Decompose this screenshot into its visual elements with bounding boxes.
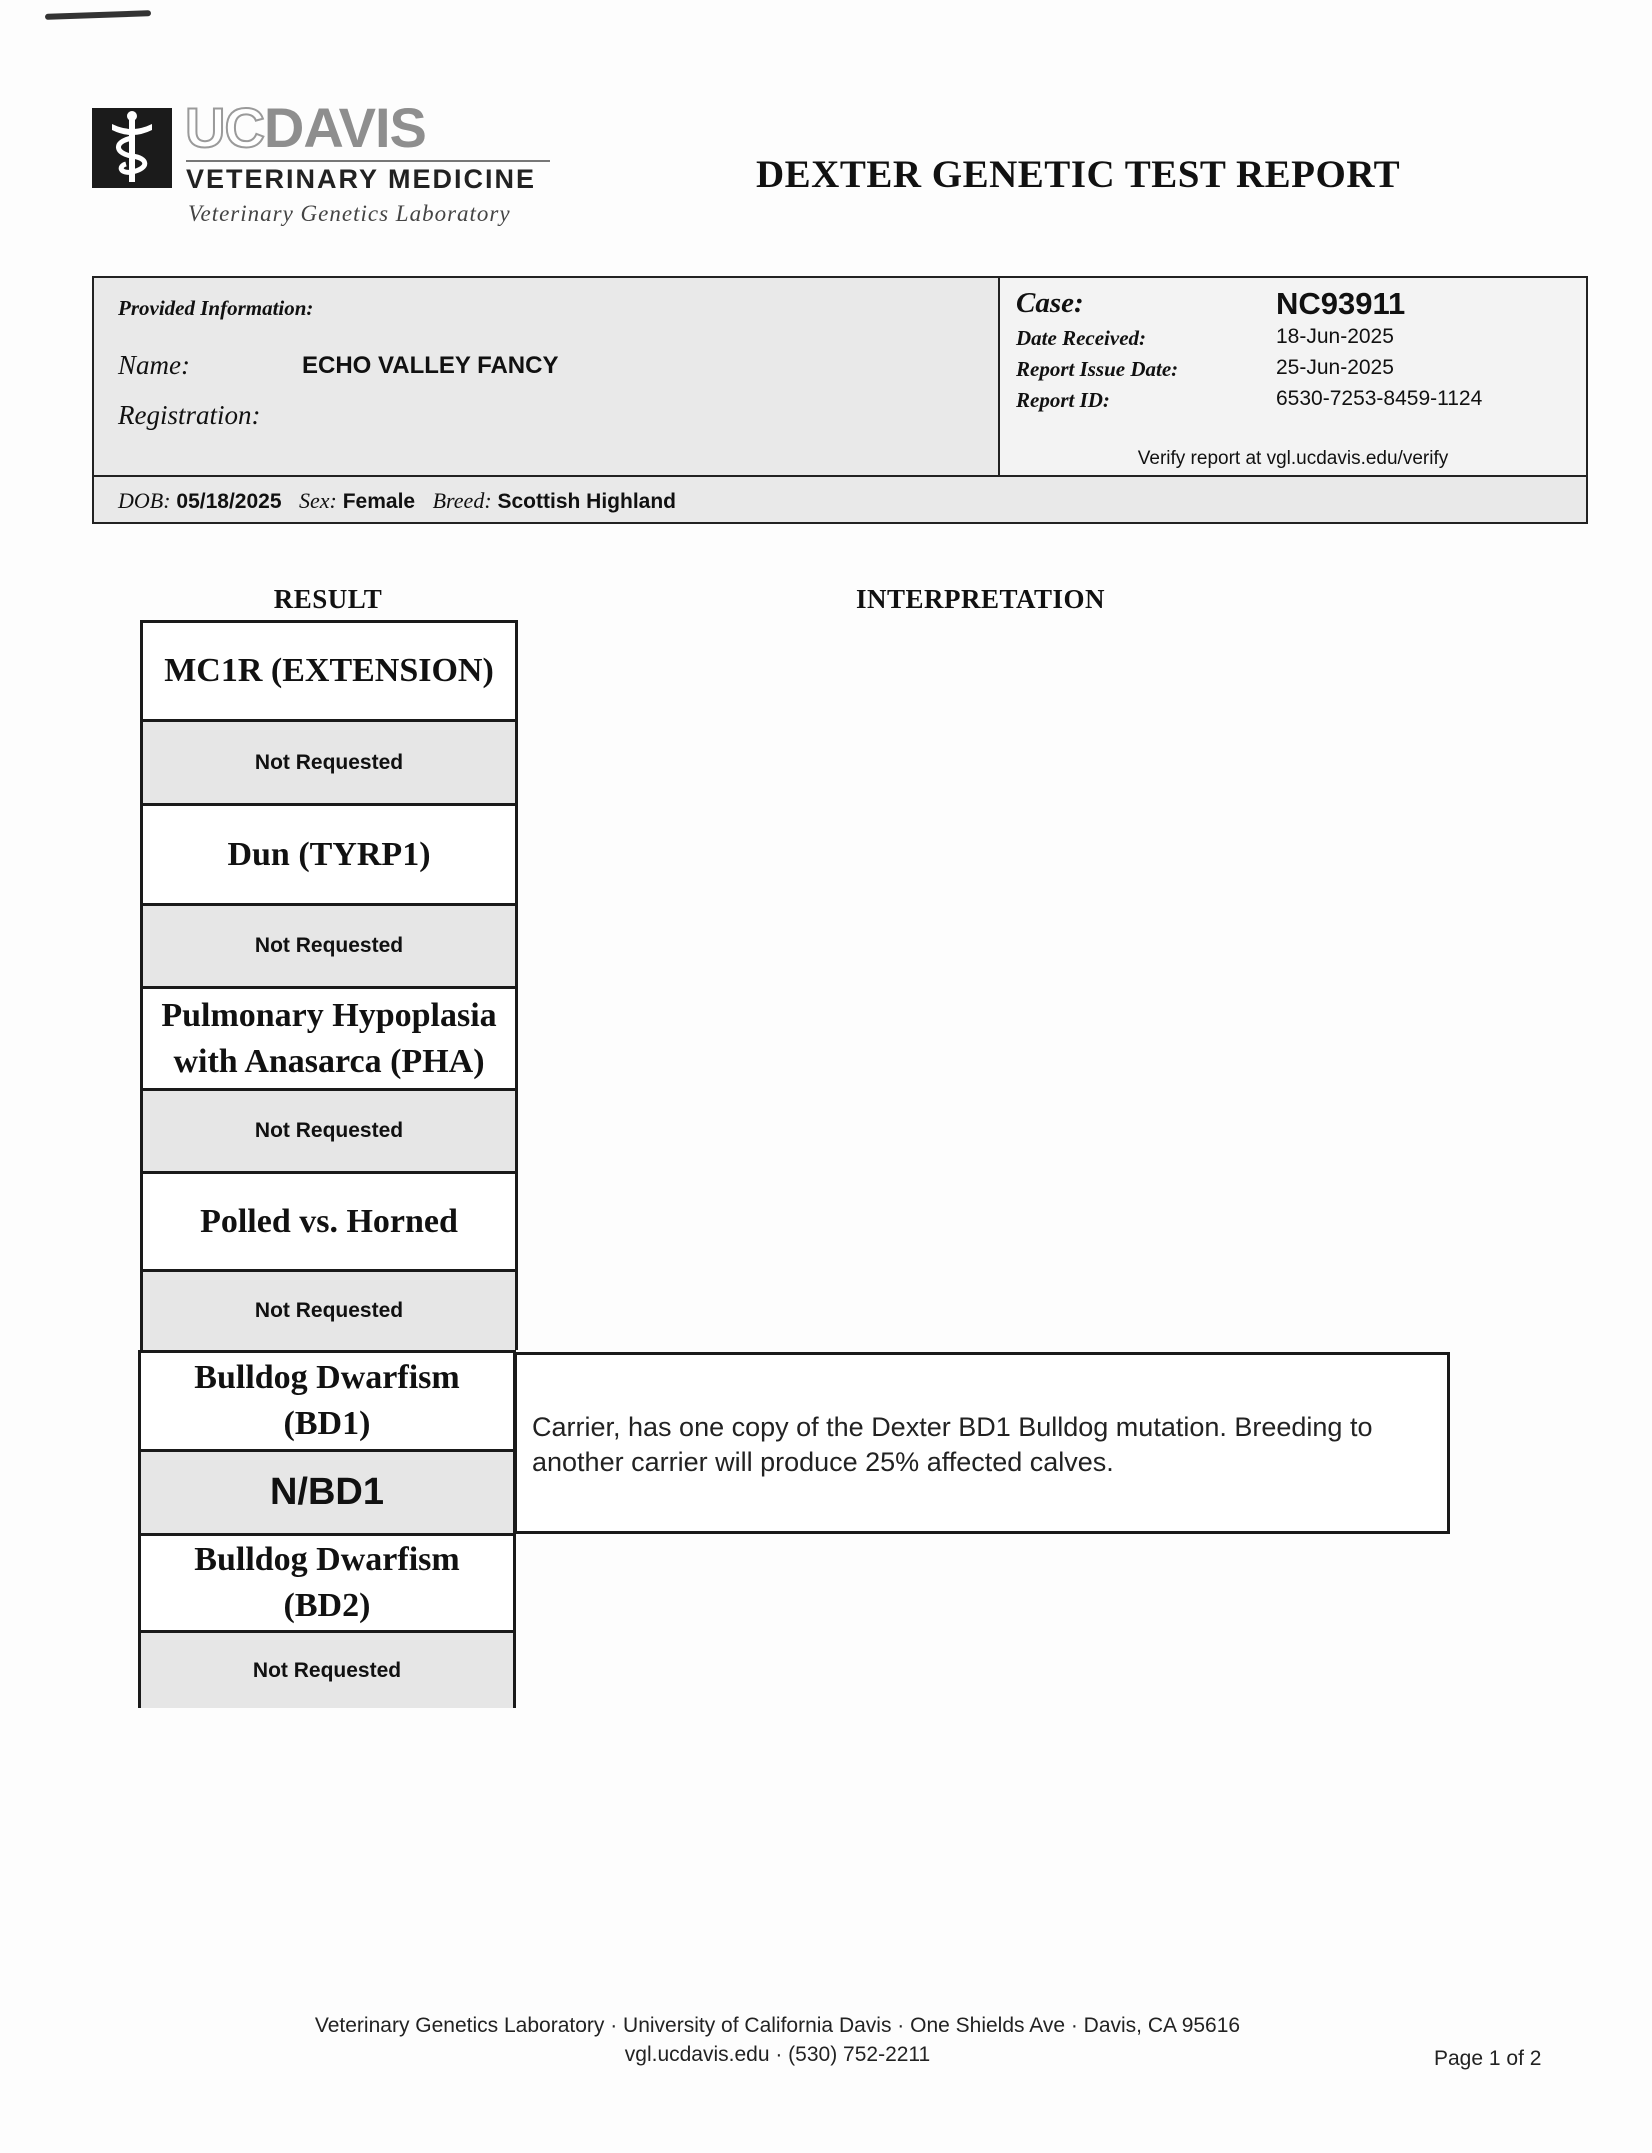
dob-value: 05/18/2025 — [176, 490, 282, 513]
info-divider — [92, 475, 1588, 477]
footer-address: Veterinary Genetics Laboratory · University of California Davis · One Shields Ave · Davis, CA 95616 — [314, 2014, 1241, 2037]
interpretation-column-header: INTERPRETATION — [856, 584, 1106, 614]
report-issue-label: Report Issue Date: — [1016, 357, 1179, 381]
name-label: Name: — [118, 350, 190, 380]
scan-mark — [45, 10, 151, 20]
test-result: Not Requested — [143, 1091, 515, 1171]
test-name: Polled vs. Horned — [143, 1174, 515, 1269]
test-result: Not Requested — [143, 722, 515, 803]
sex-value: Female — [342, 490, 416, 513]
test-result: Not Requested — [143, 1272, 515, 1350]
logo-divider — [186, 160, 550, 162]
date-received-label: Date Received: — [1016, 326, 1147, 350]
breed-value: Scottish Highland — [497, 490, 676, 513]
registration-label: Registration: — [118, 400, 261, 430]
verify-link[interactable]: Verify report at vgl.ucdavis.edu/verify — [1137, 448, 1449, 469]
results-table — [140, 620, 518, 1350]
test-result: Not Requested — [141, 1633, 513, 1708]
report-issue-value: 25-Jun-2025 — [1276, 356, 1394, 379]
animal-details — [118, 488, 676, 514]
logo-wordmark: UCDAVIS — [185, 96, 426, 159]
test-name: MC1R (EXTENSION) — [143, 623, 515, 719]
name-value: ECHO VALLEY FANCY — [302, 352, 559, 379]
test-name: Bulldog Dwarfism (BD1) — [141, 1353, 513, 1449]
results-table — [138, 1350, 516, 1708]
breed-label: Breed: — [432, 488, 492, 513]
test-result-positive: N/BD1 — [141, 1452, 513, 1533]
logo-department: VETERINARY MEDICINE — [186, 164, 537, 194]
interpretation-text: Carrier, has one copy of the Dexter BD1 Bulldog mutation. Breeding to another carrier will produce 25% affected calves. — [532, 1412, 1373, 1477]
test-name: Bulldog Dwarfism (BD2) — [141, 1536, 513, 1630]
test-result: Not Requested — [143, 906, 515, 986]
report-id-value: 6530-7253-8459-1124 — [1276, 387, 1483, 410]
report-id-label: Report ID: — [1016, 388, 1110, 412]
dob-label: DOB: — [118, 488, 171, 513]
test-name: Dun (TYRP1) — [143, 806, 515, 903]
date-received-value: 18-Jun-2025 — [1276, 325, 1394, 348]
footer-contact: vgl.ucdavis.edu · (530) 752-2211 — [624, 2043, 931, 2066]
sex-label: Sex: — [299, 488, 337, 513]
caduceus-icon — [92, 108, 172, 188]
logo-lab-name: Veterinary Genetics Laboratory — [188, 201, 511, 226]
provided-info-label: Provided Information: — [118, 296, 314, 320]
case-value: NC93911 — [1276, 286, 1406, 321]
result-column-header: RESULT — [273, 584, 383, 614]
report-title: DEXTER GENETIC TEST REPORT — [756, 153, 1401, 196]
info-divider — [998, 276, 1000, 476]
test-name: Pulmonary Hypoplasia with Anasarca (PHA) — [143, 989, 515, 1088]
page-number: Page 1 of 2 — [1434, 2047, 1542, 2070]
case-label: Case: — [1016, 287, 1084, 319]
